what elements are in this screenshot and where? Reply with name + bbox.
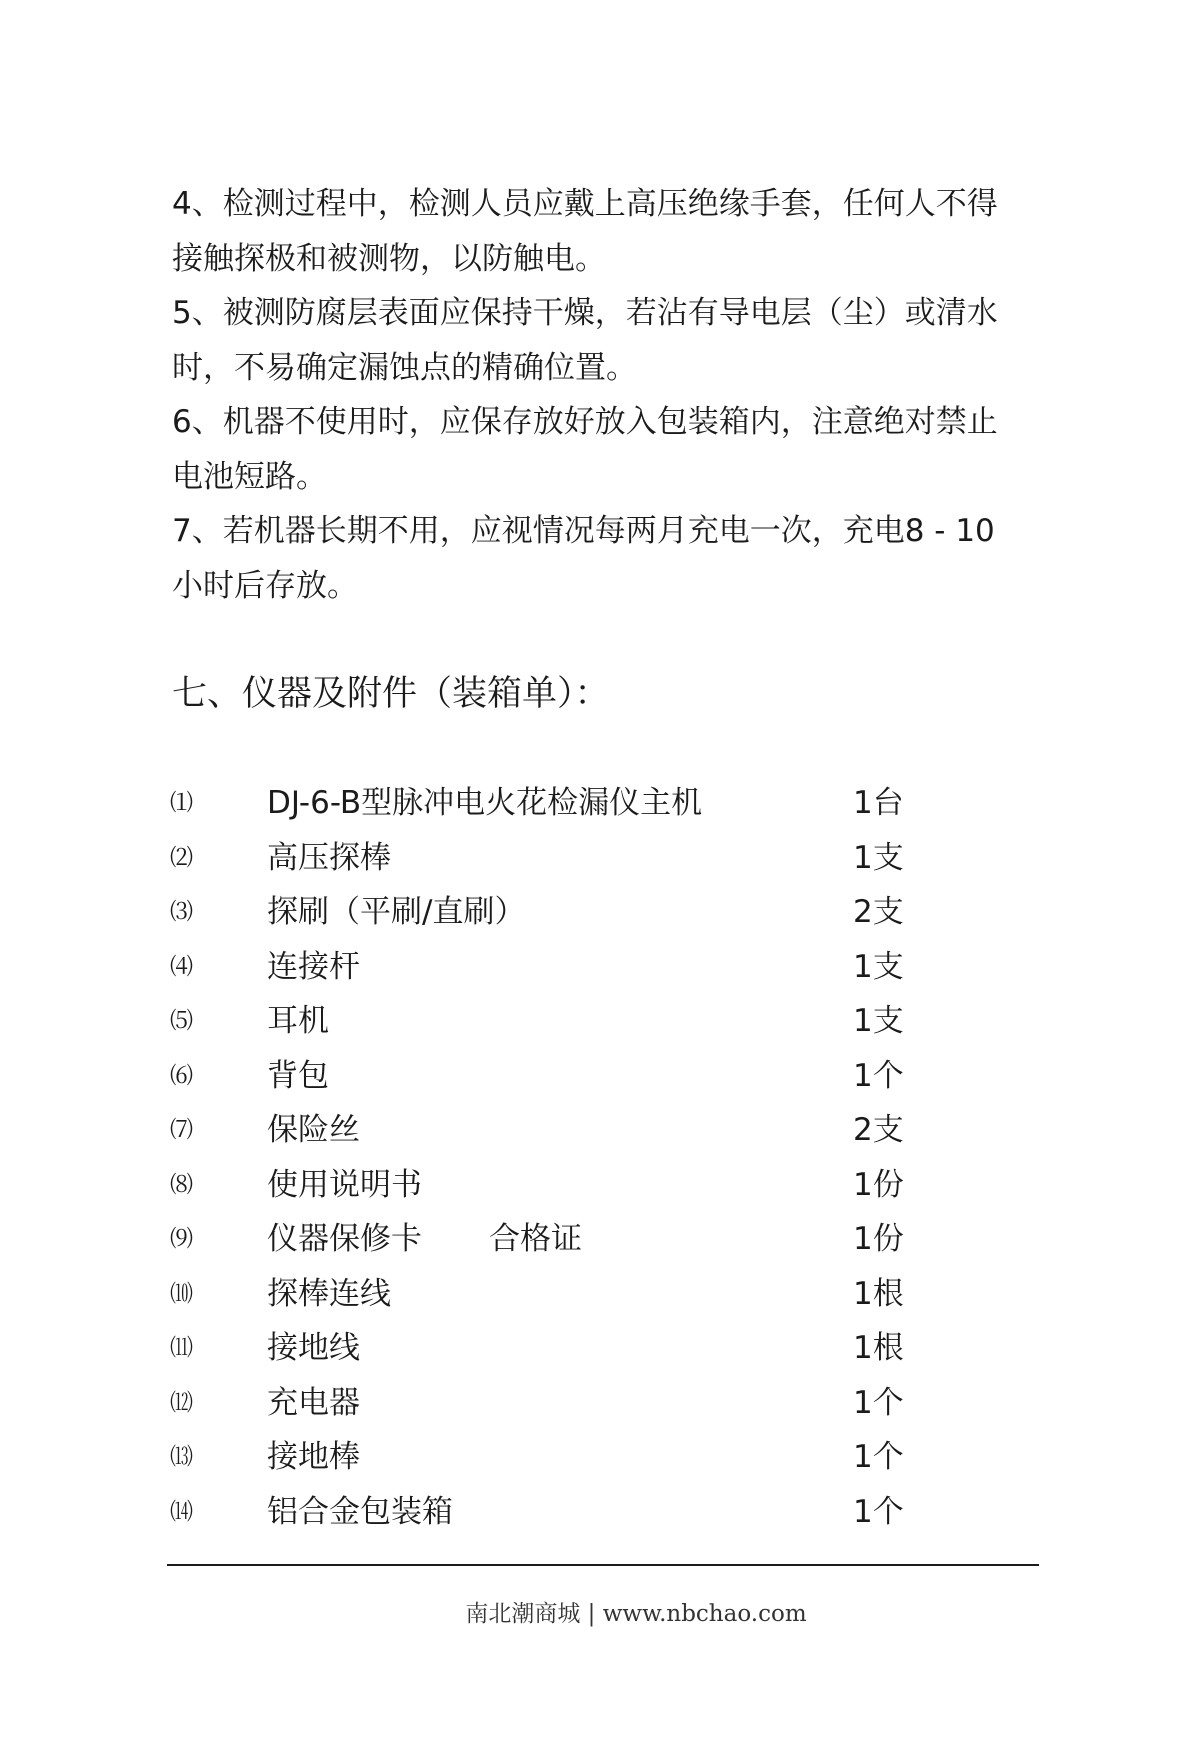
item-number: ⒀ [170, 1444, 193, 1470]
item-quantity: 1个 [853, 1057, 904, 1094]
note-6-line-1: 6、机器不使用时，应保存放好放入包装箱内，注意绝对禁止 [172, 404, 998, 440]
list-item [0, 1376, 1200, 1431]
item-number: ⑾ [170, 1335, 193, 1361]
list-item [0, 1103, 1200, 1158]
item-quantity: 1根 [853, 1275, 904, 1312]
item-name: 接地线 [267, 1330, 360, 1366]
list-item [0, 831, 1200, 886]
note-7-line-1: 7、若机器长期不用，应视情况每两月充电一次，充电8 - 10 [172, 513, 995, 549]
item-number: ⑷ [170, 953, 193, 980]
list-item [0, 885, 1200, 940]
item-quantity: 1支 [853, 1003, 904, 1039]
item-number: ⑺ [170, 1117, 193, 1143]
list-item [0, 776, 1200, 831]
item-number: ⑶ [170, 899, 193, 925]
item-number: ⑹ [170, 1062, 193, 1089]
note-5-line-2: 时，不易确定漏蚀点的精确位置。 [172, 349, 637, 386]
list-item [0, 1321, 1200, 1376]
footer-divider [167, 1564, 1039, 1566]
item-name: 探棒连线 [267, 1275, 391, 1312]
item-quantity: 1支 [853, 948, 904, 985]
item-quantity: 1份 [853, 1166, 904, 1203]
item-quantity: 1个 [853, 1439, 904, 1475]
item-quantity: 1根 [853, 1330, 904, 1366]
item-name: 仪器保修卡 [267, 1221, 422, 1257]
item-name: 铝合金包装箱 [267, 1493, 453, 1530]
item-quantity: 1个 [853, 1384, 904, 1421]
footer-text: 南北潮商城 | www.nbchao.com [465, 1601, 807, 1627]
item-name: 充电器 [267, 1384, 360, 1421]
note-7-line-2: 小时后存放。 [172, 567, 358, 604]
item-name: 使用说明书 [267, 1166, 422, 1203]
item-quantity: 2支 [853, 894, 904, 930]
list-item [0, 1485, 1200, 1540]
item-quantity: 1台 [853, 785, 904, 821]
item-name: 探刷（平刷/直刷） [267, 894, 526, 930]
packing-list [0, 776, 1200, 1539]
item-name: 高压探棒 [267, 839, 391, 876]
item-name: 连接杆 [267, 948, 360, 985]
item-name: 接地棒 [267, 1439, 360, 1475]
note-4-line-1: 4、检测过程中，检测人员应戴上高压绝缘手套，任何人不得 [172, 186, 998, 222]
note-6-line-2: 电池短路。 [172, 458, 327, 495]
note-4-line-2: 接触探极和被测物，以防触电。 [172, 240, 606, 277]
item-name: 背包 [267, 1057, 329, 1094]
item-number: ⑴ [170, 790, 193, 816]
item-number: ⑼ [170, 1226, 193, 1252]
item-name: 保险丝 [267, 1112, 360, 1148]
item-number: ⒁ [170, 1498, 193, 1525]
item-number: ⑸ [170, 1008, 193, 1034]
list-item [0, 1430, 1200, 1485]
item-extra-name: 合格证 [489, 1221, 582, 1257]
item-quantity: 2支 [853, 1112, 904, 1148]
note-5-line-1: 5、被测防腐层表面应保持干燥，若沾有导电层（尘）或清水 [172, 295, 998, 331]
list-item [0, 1158, 1200, 1213]
list-item [0, 1212, 1200, 1267]
item-number: ⑿ [170, 1389, 193, 1416]
list-item [0, 1267, 1200, 1322]
item-number: ⑵ [170, 844, 193, 871]
item-quantity: 1份 [853, 1221, 904, 1257]
list-item [0, 1049, 1200, 1104]
item-number: ⑻ [170, 1171, 193, 1198]
section-title: 七、仪器及附件（装箱单）： [172, 674, 610, 714]
item-name: 耳机 [267, 1003, 329, 1039]
item-quantity: 1个 [853, 1493, 904, 1530]
item-name: DJ-6-B型脉冲电火花检漏仪主机 [267, 785, 703, 821]
item-number: ⑽ [170, 1280, 193, 1307]
list-item [0, 994, 1200, 1049]
list-item [0, 940, 1200, 995]
safety-notes [172, 177, 1052, 613]
item-quantity: 1支 [853, 839, 904, 876]
